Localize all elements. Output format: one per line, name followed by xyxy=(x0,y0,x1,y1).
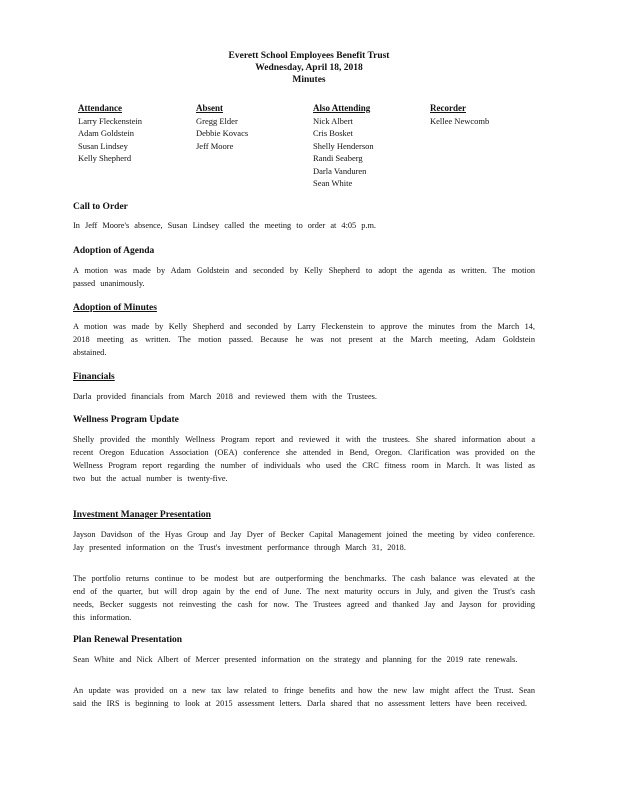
section-paragraph: The portfolio returns continue to be modest but are outperforming the benchmarks. The cash balance was elevated at the end of the quarter, but will drop again by the end of June. The next maturity occurs in July, and given the Trust's cash needs, Becker suggests not reinvesting the cash for now. The Trustees agreed and thanked Jay and Jayson for providing this information. xyxy=(73,574,535,622)
section-paragraph: An update was provided on a new tax law related to fringe benefits and how the new law might affect the Trust. Sean said the IRS is beginning to look at 2015 assessment letters. Darla shared that no assessment letters have been received. xyxy=(73,686,535,708)
section-heading-wellness-program-update: Wellness Program Update xyxy=(73,415,179,425)
attendance-heading: Attendance xyxy=(78,103,122,113)
document-subtitle: Minutes xyxy=(292,75,326,85)
section-heading-plan-renewal-presentation: Plan Renewal Presentation xyxy=(73,635,183,645)
section-heading-adoption-of-minutes: Adoption of Minutes xyxy=(73,303,157,313)
absent-column xyxy=(196,102,248,152)
absent-name: Debbie Kovacs xyxy=(196,128,249,138)
also-attending-heading: Also Attending xyxy=(313,103,371,113)
also-attending-name: Darla Vanduren xyxy=(313,165,367,176)
document-title: Everett School Employees Benefit Trust xyxy=(228,51,390,61)
also-attending-name: Cris Bosket xyxy=(313,128,353,138)
absent-name: Jeff Moore xyxy=(196,140,234,151)
attendee-name: Adam Goldstein xyxy=(78,128,134,138)
also-attending-name: Sean White xyxy=(313,178,353,188)
section-heading-financials: Financials xyxy=(73,372,115,382)
attendee-name: Kelly Shepherd xyxy=(78,153,132,163)
recorder-column xyxy=(430,102,489,127)
attendee-name: Susan Lindsey xyxy=(78,140,128,151)
also-attending-name: Randi Seaberg xyxy=(313,153,363,163)
section-heading-adoption-of-agenda: Adoption of Agenda xyxy=(73,246,155,256)
section-paragraph: Darla provided financials from March 2018 and reviewed them with the Trustees. xyxy=(73,392,377,401)
section-paragraph: In Jeff Moore's absence, Susan Lindsey called the meeting to order at 4:05 p.m. xyxy=(73,221,377,230)
attendance-column xyxy=(78,102,142,165)
section-paragraph: Shelly provided the monthly Wellness Program report and reviewed it with the trustees. She shared information about a recent Oregon Education Association (OEA) conference she attended in Bend, Oregon. Clarification was provided on the Wellness Program report regarding the number of individuals who used the CRC fitness room in March. It was listed as two but the actual number is twenty-five. xyxy=(73,435,535,483)
section-paragraph: Sean White and Nick Albert of Mercer presented information on the strategy and planning for the 2019 rate renewals. xyxy=(73,655,518,664)
also-attending-name: Nick Albert xyxy=(313,115,353,126)
section-paragraph: A motion was made by Kelly Shepherd and seconded by Larry Fleckenstein to approve the minutes from the March 14, 2018 meeting as written. The motion passed. Because he was not present at the March meeting, Adam Goldstein abstained. xyxy=(73,322,535,357)
section-paragraph: A motion was made by Adam Goldstein and seconded by Kelly Shepherd to adopt the agenda as written. The motion passed unanimously. xyxy=(73,266,535,288)
recorder-name: Kellee Newcomb xyxy=(430,115,490,126)
also-attending-column xyxy=(313,102,374,190)
recorder-heading: Recorder xyxy=(430,103,466,113)
section-heading-call-to-order: Call to Order xyxy=(73,202,128,212)
section-paragraph: Jayson Davidson of the Hyas Group and Jay Dyer of Becker Capital Management joined the meeting by video conference. Jay presented information on the Trust's investment performance through March 31, 2018. xyxy=(73,530,535,552)
absent-heading: Absent xyxy=(196,103,224,113)
attendee-name: Larry Fleckenstein xyxy=(78,115,142,126)
meeting-date: Wednesday, April 18, 2018 xyxy=(255,63,363,73)
also-attending-name: Shelly Henderson xyxy=(313,140,374,151)
section-heading-investment-manager-presentation: Investment Manager Presentation xyxy=(73,510,211,520)
absent-name: Gregg Elder xyxy=(196,115,238,126)
